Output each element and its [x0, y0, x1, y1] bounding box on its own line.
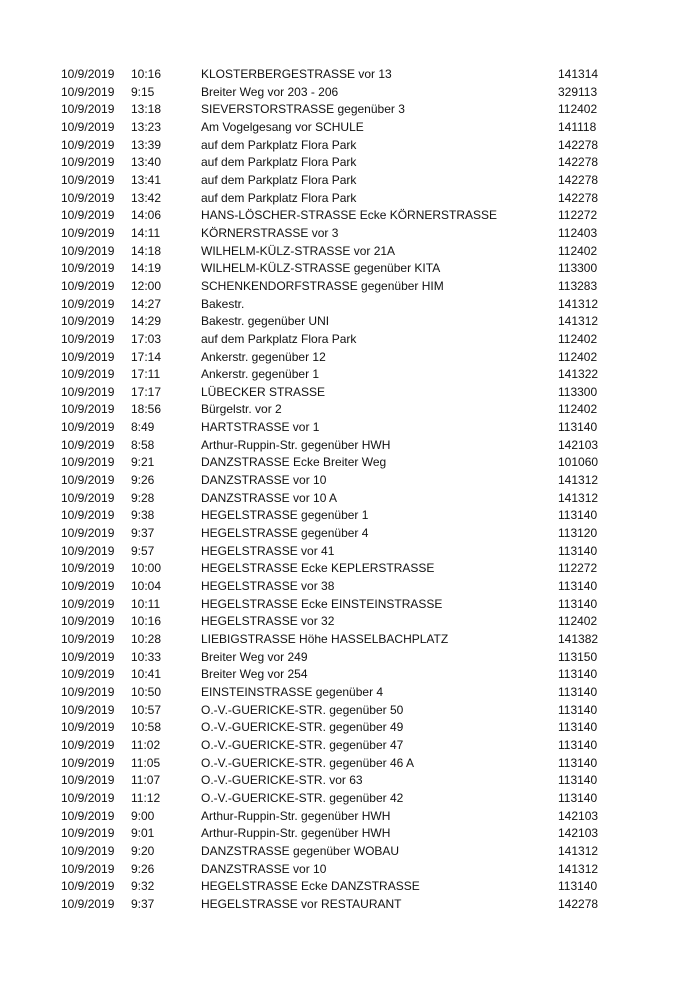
record-code: 141118	[558, 119, 597, 134]
record-time: 9:38	[131, 508, 155, 523]
record-date: 10/9/2019	[61, 437, 115, 452]
record-time: 9:37	[131, 896, 155, 911]
record-code: 113140	[558, 596, 598, 611]
record-location: HEGELSTRASSE Ecke EINSTEINSTRASSE	[201, 596, 443, 611]
record-location: HEGELSTRASSE Ecke KEPLERSTRASSE	[201, 561, 435, 576]
record-time: 9:00	[131, 808, 155, 823]
table-row	[61, 401, 621, 419]
record-code: 113140	[558, 737, 598, 752]
record-code: 112272	[558, 561, 598, 576]
table-row	[61, 649, 621, 667]
record-code: 142278	[558, 190, 599, 205]
record-time: 14:19	[131, 261, 162, 276]
record-location: auf dem Parkplatz Flora Park	[201, 190, 357, 205]
record-location: LÜBECKER STRASSE	[201, 384, 326, 399]
record-code: 142278	[558, 155, 599, 170]
record-time: 9:01	[131, 826, 155, 841]
record-location: HANS-LÖSCHER-STRASSE Ecke KÖRNERSTRASSE	[201, 208, 498, 223]
record-code: 112402	[558, 349, 598, 364]
table-row	[61, 207, 621, 225]
record-date: 10/9/2019	[61, 67, 115, 81]
record-location: O.-V.-GUERICKE-STR. gegenüber 49	[201, 720, 404, 735]
record-code: 113140	[558, 420, 598, 435]
record-code: 113300	[558, 384, 598, 399]
record-time: 10:11	[131, 596, 161, 611]
table-row	[61, 243, 621, 261]
record-time: 17:11	[131, 367, 161, 382]
table-row	[61, 719, 621, 737]
table-row	[61, 525, 621, 543]
table-row	[61, 755, 621, 773]
record-date: 10/9/2019	[61, 102, 115, 117]
record-code: 142278	[558, 172, 599, 187]
record-date: 10/9/2019	[61, 296, 115, 311]
table-row	[61, 84, 621, 102]
record-code: 142278	[558, 896, 599, 911]
record-location: Arthur-Ruppin-Str. gegenüber HWH	[201, 808, 391, 823]
record-date: 10/9/2019	[61, 755, 115, 770]
record-location: HEGELSTRASSE vor 41	[201, 543, 335, 558]
record-date: 10/9/2019	[61, 526, 115, 541]
record-location: SIEVERSTORSTRASSE gegenüber 3	[201, 102, 405, 117]
record-time: 13:40	[131, 155, 162, 170]
record-code: 142103	[558, 437, 599, 452]
record-date: 10/9/2019	[61, 278, 115, 293]
record-time: 14:27	[131, 296, 162, 311]
record-time: 17:03	[131, 331, 162, 346]
record-code: 113300	[558, 261, 598, 276]
record-time: 11:05	[131, 755, 161, 770]
record-date: 10/9/2019	[61, 367, 115, 382]
record-code: 113140	[558, 720, 598, 735]
record-code: 112402	[558, 243, 598, 258]
record-date: 10/9/2019	[61, 137, 115, 152]
record-code: 141312	[558, 490, 599, 505]
record-time: 14:11	[131, 225, 161, 240]
record-time: 13:39	[131, 137, 162, 152]
table-row	[61, 578, 621, 596]
table-row	[61, 861, 621, 879]
record-code: 113140	[558, 508, 598, 523]
record-date: 10/9/2019	[61, 208, 115, 223]
record-date: 10/9/2019	[61, 896, 115, 911]
table-row	[61, 613, 621, 631]
record-location: SCHENKENDORFSTRASSE gegenüber HIM	[201, 278, 444, 293]
record-time: 13:18	[131, 102, 162, 117]
record-date: 10/9/2019	[61, 331, 115, 346]
record-time: 9:57	[131, 543, 155, 558]
table-row	[61, 825, 621, 843]
table-row	[61, 702, 621, 720]
record-time: 10:57	[131, 702, 162, 717]
record-location: Breiter Weg vor 203 - 206	[201, 84, 339, 99]
record-time: 13:41	[131, 172, 162, 187]
table-row	[61, 631, 621, 649]
record-time: 9:15	[131, 84, 155, 99]
record-location: Ankerstr. gegenüber 12	[201, 349, 326, 364]
table-row	[61, 225, 621, 243]
record-location: DANZSTRASSE vor 10 A	[201, 490, 338, 505]
record-date: 10/9/2019	[61, 773, 115, 788]
record-time: 17:14	[131, 349, 162, 364]
record-location: O.-V.-GUERICKE-STR. vor 63	[201, 773, 363, 788]
table-row	[61, 596, 621, 614]
record-time: 18:56	[131, 402, 162, 417]
record-location: WILHELM-KÜLZ-STRASSE gegenüber KITA	[201, 261, 441, 276]
record-code: 142103	[558, 808, 599, 823]
record-time: 10:33	[131, 649, 162, 664]
table-row	[61, 331, 621, 349]
record-code: 112402	[558, 331, 598, 346]
table-row	[61, 737, 621, 755]
record-date: 10/9/2019	[61, 384, 115, 399]
record-location: WILHELM-KÜLZ-STRASSE vor 21A	[201, 243, 396, 258]
record-code: 112402	[558, 614, 598, 629]
record-location: O.-V.-GUERICKE-STR. gegenüber 42	[201, 790, 404, 805]
record-code: 141312	[558, 296, 599, 311]
record-location: auf dem Parkplatz Flora Park	[201, 172, 357, 187]
record-location: Arthur-Ruppin-Str. gegenüber HWH	[201, 826, 391, 841]
record-location: HEGELSTRASSE vor 32	[201, 614, 335, 629]
record-date: 10/9/2019	[61, 808, 115, 823]
record-code: 141322	[558, 367, 599, 382]
record-date: 10/9/2019	[61, 579, 115, 594]
record-location: auf dem Parkplatz Flora Park	[201, 155, 357, 170]
record-code: 113140	[558, 773, 598, 788]
record-time: 10:16	[131, 614, 162, 629]
record-time: 14:06	[131, 208, 162, 223]
record-time: 8:58	[131, 437, 155, 452]
record-date: 10/9/2019	[61, 190, 115, 205]
table-row	[61, 137, 621, 155]
record-date: 10/9/2019	[61, 508, 115, 523]
record-code: 329113	[558, 84, 598, 99]
record-date: 10/9/2019	[61, 420, 115, 435]
table-row	[61, 790, 621, 808]
record-location: auf dem Parkplatz Flora Park	[201, 137, 357, 152]
record-date: 10/9/2019	[61, 667, 115, 682]
record-date: 10/9/2019	[61, 172, 115, 187]
table-row	[61, 472, 621, 490]
record-location: HEGELSTRASSE gegenüber 1	[201, 508, 369, 523]
record-location: KLOSTERBERGESTRASSE vor 13	[201, 67, 392, 81]
record-location: DANZSTRASSE vor 10	[201, 473, 327, 488]
table-row	[61, 843, 621, 861]
record-date: 10/9/2019	[61, 402, 115, 417]
table-row	[61, 154, 621, 172]
record-date: 10/9/2019	[61, 314, 115, 329]
record-time: 10:58	[131, 720, 162, 735]
record-date: 10/9/2019	[61, 225, 115, 240]
record-date: 10/9/2019	[61, 702, 115, 717]
record-location: Ankerstr. gegenüber 1	[201, 367, 320, 382]
record-code: 141312	[558, 843, 599, 858]
record-code: 113140	[558, 879, 598, 894]
record-date: 10/9/2019	[61, 596, 115, 611]
record-code: 142103	[558, 826, 599, 841]
table-row	[61, 119, 621, 137]
table-row	[61, 684, 621, 702]
record-code: 113150	[558, 649, 598, 664]
table-row	[61, 543, 621, 561]
table-row	[61, 666, 621, 684]
record-time: 9:21	[131, 455, 155, 470]
record-code: 112402	[558, 102, 598, 117]
table-row	[61, 296, 621, 314]
record-time: 9:20	[131, 843, 155, 858]
table-row	[61, 419, 621, 437]
record-location: LIEBIGSTRASSE Höhe HASSELBACHPLATZ	[201, 632, 449, 646]
record-time: 17:17	[131, 384, 162, 399]
record-code: 141312	[558, 314, 599, 329]
record-code: 101060	[558, 455, 599, 470]
record-code: 142278	[558, 137, 599, 152]
record-code: 113140	[558, 579, 598, 594]
record-date: 10/9/2019	[61, 543, 115, 558]
table-row	[61, 437, 621, 455]
record-location: Bakestr. gegenüber UNI	[201, 314, 330, 329]
table-row	[61, 101, 621, 119]
record-location: auf dem Parkplatz Flora Park	[201, 331, 357, 346]
record-location: Am Vogelgesang vor SCHULE	[201, 119, 364, 134]
record-time: 10:04	[131, 579, 162, 594]
record-date: 10/9/2019	[61, 473, 115, 488]
record-location: KÖRNERSTRASSE vor 3	[201, 225, 339, 240]
record-code: 113140	[558, 790, 598, 805]
record-location: O.-V.-GUERICKE-STR. gegenüber 47	[201, 737, 404, 752]
record-date: 10/9/2019	[61, 861, 115, 876]
record-code: 113140	[558, 702, 598, 717]
record-time: 9:28	[131, 490, 155, 505]
record-code: 113140	[558, 667, 598, 682]
table-row	[61, 384, 621, 402]
record-time: 12:00	[131, 278, 162, 293]
record-date: 10/9/2019	[61, 84, 115, 99]
record-location: EINSTEINSTRASSE gegenüber 4	[201, 684, 384, 699]
records-table	[61, 66, 621, 914]
record-time: 8:49	[131, 420, 155, 435]
record-code: 112402	[558, 402, 598, 417]
record-time: 10:16	[131, 67, 162, 81]
table-row	[61, 772, 621, 790]
record-date: 10/9/2019	[61, 243, 115, 258]
table-row	[61, 260, 621, 278]
record-time: 13:23	[131, 119, 162, 134]
record-date: 10/9/2019	[61, 790, 115, 805]
record-location: O.-V.-GUERICKE-STR. gegenüber 50	[201, 702, 404, 717]
record-code: 112272	[558, 208, 598, 223]
record-date: 10/9/2019	[61, 614, 115, 629]
record-date: 10/9/2019	[61, 720, 115, 735]
record-location: HEGELSTRASSE vor RESTAURANT	[201, 896, 402, 911]
record-location: DANZSTRASSE gegenüber WOBAU	[201, 843, 400, 858]
record-time: 10:50	[131, 684, 162, 699]
record-date: 10/9/2019	[61, 879, 115, 894]
record-time: 11:12	[131, 790, 161, 805]
record-code: 141312	[558, 861, 599, 876]
table-row	[61, 366, 621, 384]
table-row	[61, 172, 621, 190]
record-time: 11:07	[131, 773, 161, 788]
table-row	[61, 808, 621, 826]
record-location: O.-V.-GUERICKE-STR. gegenüber 46 A	[201, 755, 414, 770]
record-time: 14:29	[131, 314, 162, 329]
record-date: 10/9/2019	[61, 155, 115, 170]
table-row	[61, 349, 621, 367]
record-time: 9:32	[131, 879, 155, 894]
record-time: 9:26	[131, 861, 155, 876]
record-code: 113120	[558, 526, 598, 541]
record-date: 10/9/2019	[61, 455, 115, 470]
record-date: 10/9/2019	[61, 684, 115, 699]
record-date: 10/9/2019	[61, 826, 115, 841]
record-location: HEGELSTRASSE Ecke DANZSTRASSE	[201, 879, 420, 894]
table-row	[61, 454, 621, 472]
record-code: 113140	[558, 543, 598, 558]
record-date: 10/9/2019	[61, 561, 115, 576]
table-row	[61, 507, 621, 525]
record-location: DANZSTRASSE Ecke Breiter Weg	[201, 455, 387, 470]
table-row	[61, 490, 621, 508]
record-date: 10/9/2019	[61, 119, 115, 134]
record-location: Bürgelstr. vor 2	[201, 402, 282, 417]
record-location: Bakestr.	[201, 296, 245, 311]
record-date: 10/9/2019	[61, 843, 115, 858]
table-row	[61, 66, 621, 84]
record-location: HARTSTRASSE vor 1	[201, 420, 320, 435]
record-location: DANZSTRASSE vor 10	[201, 861, 327, 876]
record-time: 10:41	[131, 667, 162, 682]
record-date: 10/9/2019	[61, 490, 115, 505]
record-code: 112403	[558, 225, 598, 240]
record-date: 10/9/2019	[61, 737, 115, 752]
record-location: Breiter Weg vor 254	[201, 667, 308, 682]
record-time: 10:00	[131, 561, 162, 576]
record-time: 10:28	[131, 632, 162, 646]
record-code: 141314	[558, 67, 599, 81]
record-location: HEGELSTRASSE gegenüber 4	[201, 526, 369, 541]
record-date: 10/9/2019	[61, 261, 115, 276]
table-row	[61, 896, 621, 914]
record-location: Arthur-Ruppin-Str. gegenüber HWH	[201, 437, 391, 452]
record-date: 10/9/2019	[61, 349, 115, 364]
record-code: 113283	[558, 278, 598, 293]
record-time: 9:37	[131, 526, 155, 541]
table-row	[61, 313, 621, 331]
record-code: 113140	[558, 684, 598, 699]
record-date: 10/9/2019	[61, 649, 115, 664]
record-code: 141312	[558, 473, 599, 488]
table-row	[61, 278, 621, 296]
record-date: 10/9/2019	[61, 632, 115, 646]
record-time: 9:26	[131, 473, 155, 488]
record-code: 141382	[558, 632, 599, 646]
record-time: 11:02	[131, 737, 161, 752]
record-time: 14:18	[131, 243, 162, 258]
record-code: 113140	[558, 755, 598, 770]
records-table-body	[61, 66, 621, 914]
record-location: Breiter Weg vor 249	[201, 649, 308, 664]
table-row	[61, 560, 621, 578]
table-row	[61, 190, 621, 208]
table-row	[61, 878, 621, 896]
record-location: HEGELSTRASSE vor 38	[201, 579, 335, 594]
record-time: 13:42	[131, 190, 162, 205]
